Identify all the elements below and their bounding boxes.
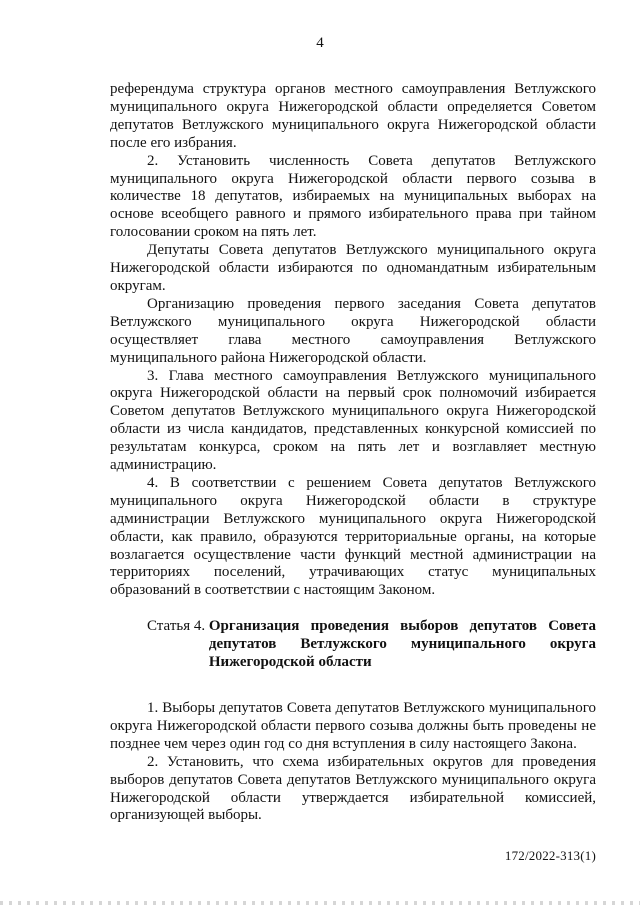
paragraph-item-2: 2. Установить численность Совета депутатов Ветлужского муниципального округа Нижегородской области первого созыва в количестве 18 депутатов, избираемых на муниципальных выборах на основе всеобщего равного и прямого избирательного права при тайном голосовании сроком на пять лет. (110, 152, 596, 241)
paragraph-item-3: 3. Глава местного самоуправления Ветлужского муниципального округа Нижегородской области на первый срок полномочий избирается Советом депутатов Ветлужского муниципального округа Нижегородской области из числа кандидатов, представленных конкурсной комиссией по результатам конкурса, сроком на пять лет и возглавляет местную администрацию. (110, 367, 596, 474)
document-body (110, 81, 596, 825)
article-label: Статья 4. (147, 618, 209, 635)
paragraph-first-session: Организацию проведения первого заседания Совета депутатов Ветлужского муниципального округа Нижегородской области осуществляет глава местного самоуправления Ветлужского муниципального района Нижегородской области. (110, 295, 596, 366)
article-heading (110, 618, 596, 672)
scan-edge-artifact (0, 901, 640, 905)
paragraph-item-4: 4. В соответствии с решением Совета депутатов Ветлужского муниципального округа Нижегородской области в структуре администрации Ветлужского муниципального округа Нижегородской области, как правило, образуются территориальные органы, на которые возлагается осуществление части функций местной администрации на территориях поселений, утрачивающих статус муниципальных образований в соответствии с настоящим Законом. (110, 474, 596, 599)
paragraph-deputies: Депутаты Совета депутатов Ветлужского муниципального округа Нижегородской области избираются по одномандатным избирательным округам. (110, 242, 596, 294)
paragraph-continuation: референдума структура органов местного самоуправления Ветлужского муниципального округа Нижегородской области определяется Советом депутатов Ветлужского муниципального округа Нижегородской области после его избрания. (110, 81, 596, 151)
article-title: Организация проведения выборов депутатов Совета депутатов Ветлужского муниципального округа Нижегородской области (208, 618, 596, 671)
paragraph-article4-item-2: 2. Установить, что схема избирательных округов для проведения выборов депутатов Совета депутатов Ветлужского муниципального округа Нижегородской области утверждается избирательной комиссией, организующей выборы. (110, 753, 596, 824)
document-number: 172/2022-313(1) (504, 848, 596, 863)
paragraph-article4-item-1: 1. Выборы депутатов Совета депутатов Ветлужского муниципального округа Нижегородской области первого созыва должны быть проведены не позднее чем через один год со дня вступления в силу настоящего Закона. (110, 700, 596, 752)
page-number: 4 (316, 35, 324, 51)
